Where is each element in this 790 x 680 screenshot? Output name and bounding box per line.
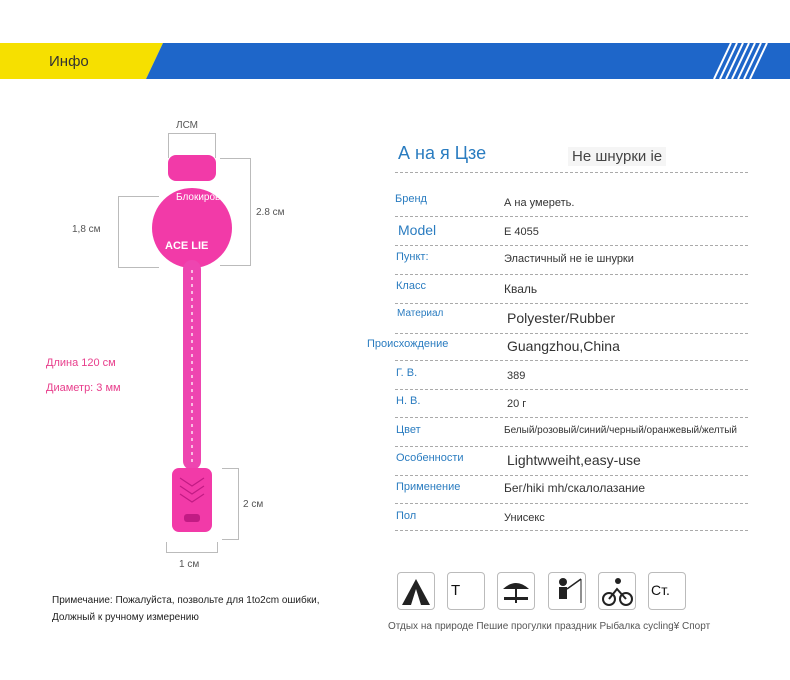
spec-row	[0, 395, 790, 423]
tip-height-label: 2 см	[243, 499, 264, 510]
diameter-spec: Диаметр: 3 мм	[46, 382, 121, 394]
length-spec: Длина 120 см	[46, 357, 116, 369]
header-banner	[0, 43, 790, 79]
spec-value: Белый/розовый/синий/черный/оранжевый/желтый	[504, 425, 737, 436]
spec-row	[0, 510, 790, 538]
spec-label: Пол	[396, 510, 417, 522]
spec-label: Бренд	[395, 193, 427, 205]
spec-row	[0, 251, 790, 279]
tent-icon	[397, 572, 435, 610]
tip-width-line	[166, 542, 218, 553]
lock-cap	[168, 155, 216, 181]
note-line-2: Должный к ручному измерению	[52, 612, 199, 623]
spec-value: Polyester/Rubber	[507, 310, 616, 326]
spec-row	[0, 367, 790, 395]
spec-value: 20 г	[507, 398, 527, 410]
spec-value: Унисекс	[504, 512, 545, 524]
spec-title-left: А на я Цзе	[398, 143, 487, 163]
spec-label: Пункт:	[396, 251, 429, 263]
spec-row	[0, 424, 790, 452]
lock-height-label: 1,8 см	[72, 224, 101, 235]
tip-width-label: 1 см	[179, 559, 200, 570]
spec-label: Цвет	[396, 424, 421, 436]
spec-label: Происхождение	[367, 338, 449, 350]
sport-icon: Ст.	[648, 572, 686, 610]
top-width-line	[168, 133, 216, 158]
spec-label: Материал	[397, 308, 444, 319]
cycling-icon	[598, 572, 636, 610]
spec-label: Особенности	[396, 452, 464, 464]
lock-label: Блокирова	[176, 192, 226, 203]
spec-row	[0, 222, 790, 250]
spec-row	[0, 280, 790, 308]
spec-label: Н. В.	[396, 395, 421, 407]
activity-caption: Отдых на природе Пешие прогулки праздник Рыбалка cycling¥ Спорт	[388, 621, 711, 632]
spec-label: Model	[398, 222, 437, 238]
spec-value: А на умереть.	[504, 197, 575, 209]
spec-row	[0, 481, 790, 509]
spec-row	[0, 308, 790, 336]
spec-value: 389	[507, 370, 526, 382]
spec-row	[0, 452, 790, 480]
spec-row	[0, 338, 790, 366]
title-separator	[395, 172, 748, 173]
spec-label: Г. В.	[396, 367, 418, 379]
spec-title-right: Не шнурки іе	[568, 147, 666, 166]
spec-value: Lightwweiht,easy-use	[507, 452, 641, 468]
spec-label: Применение	[396, 481, 461, 493]
lock-width-label: 2.8 см	[256, 207, 285, 218]
spec-value: Кваль	[504, 282, 538, 296]
spec-value: Бег/hiki mh/скалолазание	[504, 481, 646, 495]
hiking-icon: T	[447, 572, 485, 610]
logo-text: ACE LIE	[165, 240, 209, 252]
beach-icon	[497, 572, 535, 610]
banner-title: Инфо	[49, 53, 89, 70]
spec-label: Класс	[396, 280, 426, 292]
top-width-label: ЛСМ	[176, 120, 199, 131]
banner-background	[0, 43, 790, 79]
fishing-icon	[548, 572, 586, 610]
spec-row	[0, 193, 790, 221]
note-line-1: Примечание: Пожалуйста, позвольте для 1to2cm ошибки,	[52, 595, 320, 606]
spec-value: Guangzhou,China	[507, 338, 620, 354]
spec-value: Эластичный не іе шнурки	[504, 253, 634, 265]
spec-value: E 4055	[504, 226, 539, 238]
